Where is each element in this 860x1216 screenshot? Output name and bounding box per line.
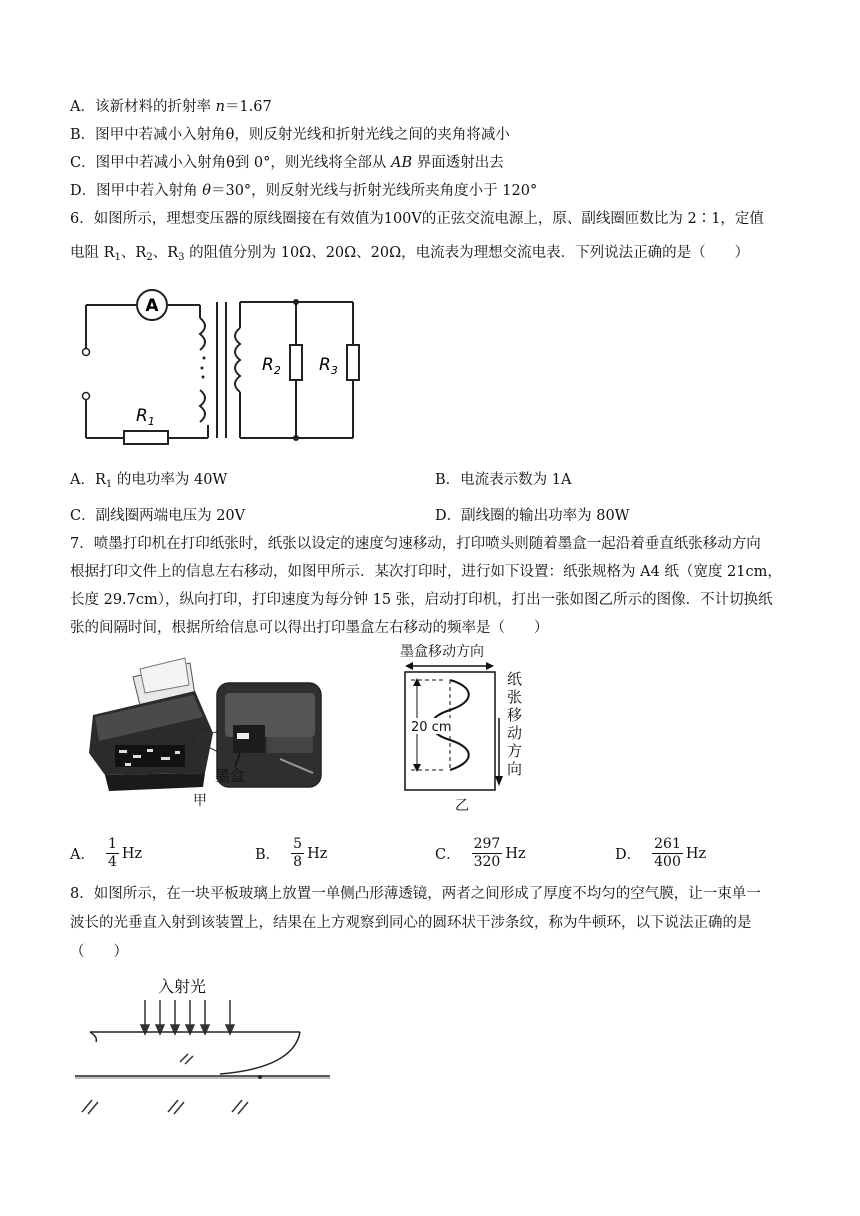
cartridge-direction-label: 墨盒移动方向 bbox=[400, 644, 484, 660]
incident-light-label: 入射光 bbox=[158, 977, 207, 996]
figure-yi-caption: 乙 bbox=[455, 798, 469, 814]
terminal-bottom bbox=[83, 393, 90, 400]
q8-stem-line2: 波长的光垂直入射到该装置上，结果在上方观察到同心的圆环状干涉条纹，称为牛顿环，以下说法正确的是 bbox=[70, 915, 752, 931]
cartridge-label: 墨盒 bbox=[215, 767, 246, 785]
q6-option-c[interactable]: C．副线圈两端电压为 20V bbox=[70, 508, 246, 524]
q6-stem-line2: 电阻 $R_1$、$R_2$、$R_3$ 的阻值分别为 10Ω、20Ω、20Ω，电流表为理想交流电表．下列说法正确的是（ ） bbox=[70, 245, 750, 263]
resistor-r1 bbox=[124, 431, 168, 444]
q6-option-a[interactable]: A．$R_1$ 的电功率为 40W bbox=[70, 472, 228, 490]
q7-stem-line3: 长度 29.7cm），纵向打印，打印速度为每分钟 15 张，启动打印机，打出一张如图乙所示的图像．不计切换纸 bbox=[70, 592, 773, 608]
r1-label: $R_1$ bbox=[136, 406, 155, 428]
resistor-r3 bbox=[347, 345, 359, 380]
svg-text:动: 动 bbox=[507, 724, 523, 742]
q5-option-c[interactable]: C．图甲中若减小入射角θ到 0°，则光线将全部从 AB 界面透射出去 bbox=[70, 155, 504, 171]
q6-stem-line1: 6．如图所示，理想变压器的原线圈接在有效值为100V的正弦交流电源上，原、副线圈匝数比为 2∶1，定值 bbox=[70, 211, 764, 227]
ammeter-label: A bbox=[145, 296, 159, 316]
svg-text:向: 向 bbox=[507, 760, 523, 778]
q7-option-c[interactable]: C． $\frac{297}{320}$ Hz bbox=[435, 836, 526, 870]
q7-stem-line1: 7．喷墨打印机在打印纸张时，纸张以设定的速度匀速移动，打印喷头则随着墨盒一起沿着垂直纸张移动方向 bbox=[70, 536, 761, 552]
q7-stem-line4: 张的间隔时间，根据所给信息可以得出打印墨盒左右移动的频率是（ ） bbox=[70, 620, 549, 636]
q6-circuit-diagram bbox=[70, 280, 370, 445]
r3-label: $R_3$ bbox=[319, 355, 338, 377]
q8-stem-line3: （ ） bbox=[70, 944, 128, 960]
figure-jia-caption: 甲 bbox=[193, 793, 207, 809]
terminal-top bbox=[83, 349, 90, 356]
q6-option-d[interactable]: D．副线圈的输出功率为 80W bbox=[435, 508, 630, 524]
q7-option-a[interactable]: A． $\frac{1}{4}$ Hz bbox=[70, 836, 143, 870]
svg-text:方: 方 bbox=[507, 742, 523, 760]
svg-text:纸: 纸 bbox=[507, 670, 523, 688]
resistor-r2 bbox=[290, 345, 302, 380]
q5-option-a[interactable]: A．该新材料的折射率 n＝1.67 bbox=[70, 99, 272, 115]
q5-option-d[interactable]: D．图甲中若入射角 θ＝30°，则反射光线与折射光线所夹角度小于 120° bbox=[70, 183, 538, 199]
q7-stem-line2: 根据打印文件上的信息左右移动，如图甲所示．某次打印时，进行如下设置：纸张规格为 A4 纸（宽度 21cm， bbox=[70, 564, 782, 580]
r2-label: $R_2$ bbox=[262, 355, 281, 377]
q7-option-b[interactable]: B． $\frac{5}{8}$ Hz bbox=[255, 836, 328, 870]
q5-option-b[interactable]: B．图甲中若减小入射角θ，则反射光线和折射光线之间的夹角将减小 bbox=[70, 127, 510, 143]
q8-stem-line1: 8．如图所示，在一块平板玻璃上放置一单侧凸形薄透镜，两者之间形成了厚度不均匀的空气膜，让一束单一 bbox=[70, 886, 761, 902]
dimension-label: 20 cm bbox=[411, 720, 452, 735]
svg-text:张: 张 bbox=[507, 688, 523, 706]
sine-paper-figure bbox=[395, 640, 550, 815]
q6-option-b[interactable]: B．电流表示数为 1A bbox=[435, 472, 572, 488]
newton-ring-diagram bbox=[70, 970, 340, 1120]
q7-option-d[interactable]: D． $\frac{261}{400}$ Hz bbox=[615, 836, 707, 870]
printer-photo bbox=[85, 655, 325, 815]
paper-direction-label bbox=[507, 670, 522, 778]
svg-text:移: 移 bbox=[507, 706, 523, 724]
